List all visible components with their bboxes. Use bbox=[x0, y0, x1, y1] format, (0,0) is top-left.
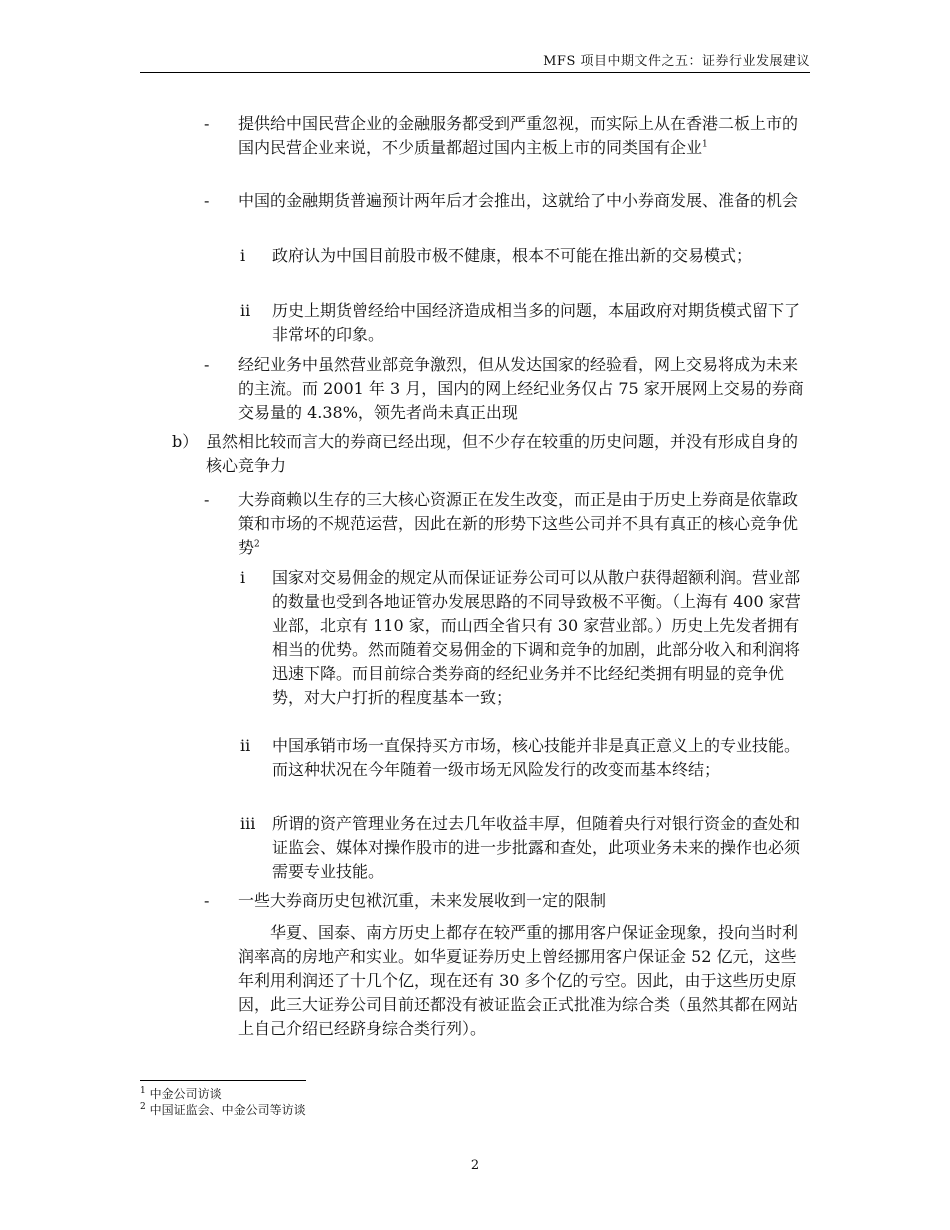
list-marker: b） bbox=[172, 432, 199, 451]
item-text: 政府认为中国目前股市极不健康，根本不可能在推出新的交易模式； bbox=[272, 246, 753, 265]
header-rule bbox=[140, 72, 810, 73]
list-marker: - bbox=[204, 355, 210, 374]
list-item bbox=[238, 889, 810, 913]
list-item bbox=[272, 566, 810, 710]
list-item bbox=[238, 189, 810, 213]
footnote-ref: 1 bbox=[702, 139, 708, 150]
list-item bbox=[272, 299, 810, 347]
footnote-number: 2 bbox=[140, 1102, 146, 1112]
list-item bbox=[238, 353, 810, 425]
list-item bbox=[206, 430, 810, 478]
item-text: 华夏、国泰、南方历史上都存在较严重的挪用客户保证金现象，投向当时利润率高的房地产和实业。如华夏证券历史上曾经挪用客户保证金 52 亿元，这些年利用利润还了十几个亿，现在还有 30 多个亿的亏空。因此，由于这些历史原因，此三大证券公司目前还都没有被证监会正式批准为综合类（虽然其都在网站上自己介绍已经跻身综合类行列）。 bbox=[238, 923, 799, 1038]
item-text: 中国承销市场一直保持买方市场，核心技能并非是真正意义上的专业技能。而这种状况在今年随着一级市场无风险发行的改变而基本终结； bbox=[272, 736, 801, 779]
footnote-number: 1 bbox=[140, 1086, 146, 1096]
footnote-ref: 2 bbox=[254, 539, 260, 550]
item-text: 国家对交易佣金的规定从而保证证券公司可以从散户获得超额利润。营业部的数量也受到各地证管办发展思路的不同导致极不平衡。（上海有 400 家营业部，北京有 110 家，而山西全省只有 30 家营业部。）历史上先发者拥有相当的优势。然而随着交易佣金的下调和竞争的加剧，此部分收入和利润将迅速下降。而目前综合类券商的经纪业务并不比经纪类拥有明显的竞争优势，对大户打折的程度基本一致； bbox=[272, 568, 801, 707]
footnote bbox=[140, 1102, 306, 1118]
page-number: 2 bbox=[470, 1158, 480, 1173]
item-text: 所谓的资产管理业务在过去几年收益丰厚，但随着央行对银行资金的查处和证监会、媒体对操作股市的进一步批露和查处，此项业务未来的操作也必须需要专业技能。 bbox=[272, 814, 801, 881]
footnote-rule bbox=[140, 1080, 306, 1081]
list-item bbox=[272, 812, 810, 884]
list-marker: ii bbox=[240, 301, 251, 320]
running-header: MFS 项目中期文件之五：证券行业发展建议 bbox=[543, 54, 810, 69]
item-text: 一些大券商历史包袱沉重，未来发展收到一定的限制 bbox=[238, 891, 607, 910]
list-marker: iii bbox=[240, 814, 256, 833]
item-text: 历史上期货曾经给中国经济造成相当多的问题，本届政府对期货模式留下了非常坏的印象。 bbox=[272, 301, 801, 344]
list-item bbox=[238, 112, 810, 160]
body-paragraph bbox=[238, 921, 810, 1041]
item-text: 大券商赖以生存的三大核心资源正在发生改变，而正是由于历史上券商是依靠政策和市场的不规范运营，因此在新的形势下这些公司并不具有真正的核心竞争优势 bbox=[238, 490, 799, 557]
list-marker: ii bbox=[240, 736, 251, 755]
list-marker: i bbox=[240, 246, 246, 265]
item-text: 提供给中国民营企业的金融服务都受到严重忽视，而实际上从在香港二板上市的国内民营企业来说，不少质量都超过国内主板上市的同类国有企业 bbox=[238, 114, 799, 157]
list-item bbox=[272, 244, 810, 268]
item-text: 经纪业务中虽然营业部竞争激烈，但从发达国家的经验看，网上交易将成为未来的主流。而 2001 年 3 月，国内的网上经纪业务仅占 75 家开展网上交易的券商交易量的 4.38%，领先者尚未真正出现 bbox=[238, 355, 804, 422]
list-marker: - bbox=[204, 490, 210, 509]
list-marker: i bbox=[240, 568, 246, 587]
list-item bbox=[272, 734, 810, 782]
footnote bbox=[140, 1086, 222, 1102]
footnote-text: 中金公司访谈 bbox=[149, 1087, 222, 1101]
list-item bbox=[238, 488, 810, 560]
item-text: 虽然相比较而言大的券商已经出现，但不少存在较重的历史问题，并没有形成自身的核心竞争力 bbox=[206, 432, 799, 475]
list-marker: - bbox=[204, 114, 210, 133]
list-marker: - bbox=[204, 891, 210, 910]
list-marker: - bbox=[204, 191, 210, 210]
footnote-text: 中国证监会、中金公司等访谈 bbox=[149, 1103, 306, 1117]
item-text: 中国的金融期货普遍预计两年后才会推出，这就给了中小券商发展、准备的机会 bbox=[238, 191, 799, 210]
